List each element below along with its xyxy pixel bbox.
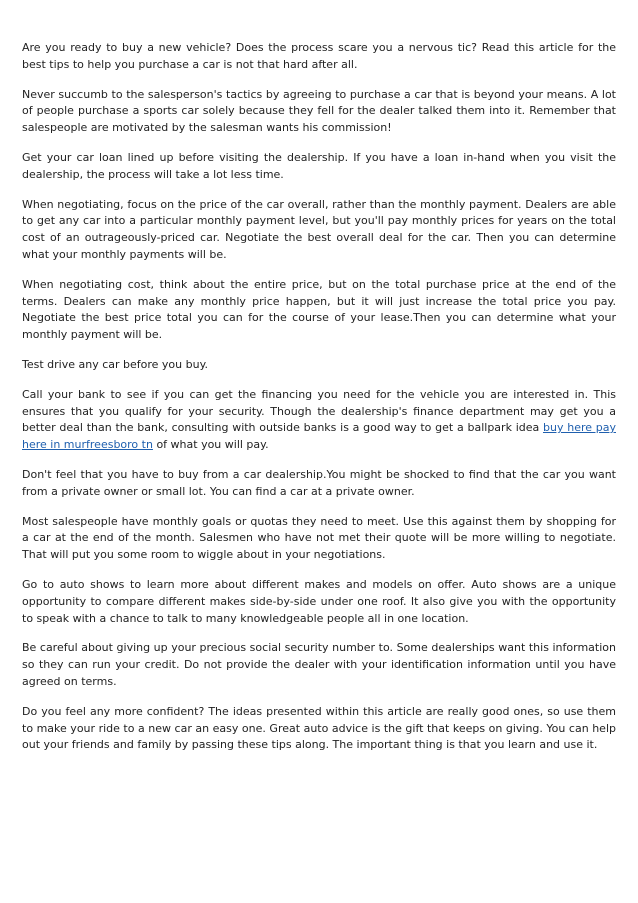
- car-loan-paragraph: Get your car loan lined up before visiting the dealership. If you have a loan in-hand when you visit the dealership, the process will take a lot less time.: [22, 150, 616, 181]
- auto-shows-paragraph: Go to auto shows to learn more about different makes and models on offer. Auto shows are a unique opportunity to compare different makes side-by-side under one roof. It also give you with the opportunity to speak with a chance to talk to many knowledgeable people all in one location.: [22, 577, 616, 625]
- article-body: [22, 40, 616, 767]
- sales-quotas-paragraph: Most salespeople have monthly goals or quotas they need to meet. Use this against them by shopping for a car at the end of the month. Salesmen who have not met their quote will be more willing to negotiate. That will put you some room to wiggle about in your negotiations.: [22, 514, 616, 562]
- negotiate-overall-price-paragraph: When negotiating, focus on the price of the car overall, rather than the monthly payment. Dealers are able to get any car into a particular monthly payment level, but you'll pay monthly prices for years on the total cost of an outrageously-priced car. Negotiate the best overall deal for the car. Then you can determine what your monthly payments will be.: [22, 197, 616, 261]
- negotiate-cost-paragraph: When negotiating cost, think about the entire price, but on the total purchase price at the end of the terms. Dealers can make any monthly price happen, but it will just increase the total price you pay. Negotiate the best price total you can for the course of your lease.Then you can determine what your monthly payment will be.: [22, 277, 616, 342]
- intro-paragraph: Are you ready to buy a new vehicle? Does the process scare you a nervous tic? Read this article for the best tips to help you purchase a car is not that hard after all.: [22, 41, 616, 71]
- private-owner-paragraph: Don't feel that you have to buy from a car dealership.You might be shocked to find that the car you want from a private owner or small lot. You can find a car at a private owner.: [22, 467, 616, 498]
- conclusion-paragraph: Do you feel any more confident? The ideas presented within this article are really good ones, so use them to make your ride to a new car an easy one. Great auto advice is the gift that keeps on giving. You can help out your friends and family by passing these tips along. The important thing is that you learn and use it.: [22, 704, 616, 752]
- dealer-link[interactable]: buy here pay here in murfreesboro tn: [22, 421, 616, 452]
- bank-financing-text-end: of what you will pay.: [152, 438, 269, 452]
- test-drive-paragraph: Test drive any car before you buy.: [22, 357, 209, 371]
- bank-financing-text: Call your bank to see if you can get the financing you need for the vehicle you are interested in. This ensures that you qualify for your security. Though the dealership's finance department may get you a better deal than the bank, consulting with outside banks is a good way to get a ballpark idea: [22, 387, 616, 435]
- social-security-paragraph: Be careful about giving up your precious social security number to. Some dealerships want this information so they can run your credit. Do not provide the dealer with your identification information until you have agreed on terms.: [22, 641, 616, 688]
- bank-financing-paragraph: [22, 387, 616, 454]
- salesperson-tactics-paragraph: Never succumb to the salesperson's tactics by agreeing to purchase a car that is beyond your means. A lot of people purchase a sports car solely because they fell for the dealer talked them into it. Remember that salespeople are motivated by the salesman wants his commission!: [22, 87, 616, 135]
